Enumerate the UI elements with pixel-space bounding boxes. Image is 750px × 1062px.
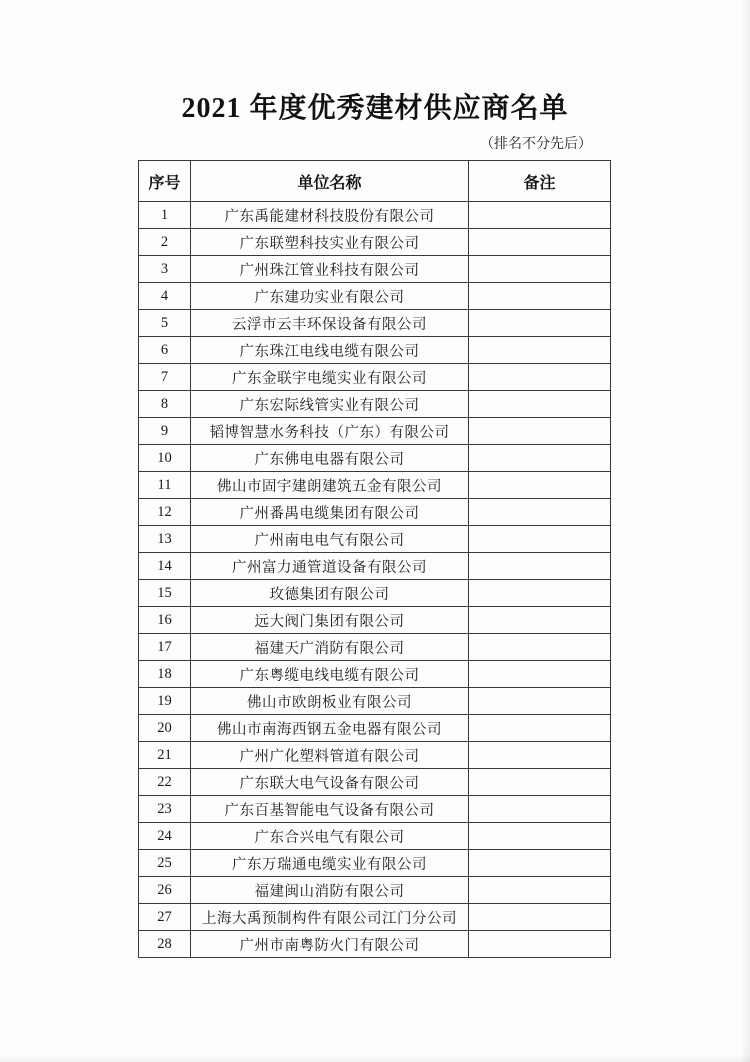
table-row [139, 364, 611, 391]
table-row [139, 580, 611, 607]
row-number-cell: 21 [139, 742, 191, 769]
company-name-cell: 广东禹能建材科技股份有限公司 [191, 202, 469, 229]
company-name-cell: 广东万瑞通电缆实业有限公司 [191, 850, 469, 877]
remark-cell [469, 796, 611, 823]
row-number-cell: 11 [139, 472, 191, 499]
company-name-cell: 广东联大电气设备有限公司 [191, 769, 469, 796]
remark-cell [469, 499, 611, 526]
remark-cell [469, 283, 611, 310]
table-row [139, 553, 611, 580]
row-number-cell: 9 [139, 418, 191, 445]
row-number-cell: 22 [139, 769, 191, 796]
header-remark: 备注 [469, 161, 611, 202]
remark-cell [469, 877, 611, 904]
remark-cell [469, 337, 611, 364]
row-number-cell: 27 [139, 904, 191, 931]
table-row [139, 769, 611, 796]
company-name-cell: 福建闽山消防有限公司 [191, 877, 469, 904]
remark-cell [469, 850, 611, 877]
row-number-cell: 24 [139, 823, 191, 850]
company-name-cell: 广州南电电气有限公司 [191, 526, 469, 553]
row-number-cell: 5 [139, 310, 191, 337]
table-row [139, 931, 611, 958]
row-number-cell: 18 [139, 661, 191, 688]
remark-cell [469, 391, 611, 418]
table-body [139, 202, 611, 958]
company-name-cell: 韬博智慧水务科技（广东）有限公司 [191, 418, 469, 445]
company-name-cell: 广州番禺电缆集团有限公司 [191, 499, 469, 526]
row-number-cell: 26 [139, 877, 191, 904]
row-number-cell: 2 [139, 229, 191, 256]
row-number-cell: 28 [139, 931, 191, 958]
row-number-cell: 8 [139, 391, 191, 418]
remark-cell [469, 688, 611, 715]
remark-cell [469, 553, 611, 580]
company-name-cell: 广州富力通管道设备有限公司 [191, 553, 469, 580]
remark-cell [469, 607, 611, 634]
remark-cell [469, 580, 611, 607]
remark-cell [469, 418, 611, 445]
company-name-cell: 广东佛电电器有限公司 [191, 445, 469, 472]
company-name-cell: 玫德集团有限公司 [191, 580, 469, 607]
company-name-cell: 佛山市固宇建朗建筑五金有限公司 [191, 472, 469, 499]
company-name-cell: 广东百基智能电气设备有限公司 [191, 796, 469, 823]
row-number-cell: 4 [139, 283, 191, 310]
remark-cell [469, 769, 611, 796]
table-row [139, 607, 611, 634]
remark-cell [469, 661, 611, 688]
row-number-cell: 13 [139, 526, 191, 553]
table-row [139, 877, 611, 904]
remark-cell [469, 472, 611, 499]
row-number-cell: 6 [139, 337, 191, 364]
row-number-cell: 17 [139, 634, 191, 661]
table-header-row [139, 161, 611, 202]
table-row [139, 499, 611, 526]
company-name-cell: 广东金联宇电缆实业有限公司 [191, 364, 469, 391]
company-name-cell: 云浮市云丰环保设备有限公司 [191, 310, 469, 337]
row-number-cell: 20 [139, 715, 191, 742]
company-name-cell: 福建天广消防有限公司 [191, 634, 469, 661]
remark-cell [469, 715, 611, 742]
remark-cell [469, 904, 611, 931]
table-row [139, 283, 611, 310]
company-name-cell: 远大阀门集团有限公司 [191, 607, 469, 634]
company-name-cell: 广东宏际线管实业有限公司 [191, 391, 469, 418]
company-name-cell: 广东联塑科技实业有限公司 [191, 229, 469, 256]
table-row [139, 472, 611, 499]
table-row [139, 715, 611, 742]
header-company-name: 单位名称 [191, 161, 469, 202]
remark-cell [469, 202, 611, 229]
row-number-cell: 10 [139, 445, 191, 472]
row-number-cell: 1 [139, 202, 191, 229]
table-row [139, 445, 611, 472]
row-number-cell: 7 [139, 364, 191, 391]
remark-cell [469, 310, 611, 337]
remark-cell [469, 445, 611, 472]
table-row [139, 634, 611, 661]
row-number-cell: 15 [139, 580, 191, 607]
remark-cell [469, 256, 611, 283]
remark-cell [469, 823, 611, 850]
remark-cell [469, 229, 611, 256]
company-name-cell: 广州市南粤防火门有限公司 [191, 931, 469, 958]
table-row [139, 202, 611, 229]
row-number-cell: 14 [139, 553, 191, 580]
header-serial-number: 序号 [139, 161, 191, 202]
table-row [139, 256, 611, 283]
table-row [139, 823, 611, 850]
row-number-cell: 19 [139, 688, 191, 715]
table-row [139, 229, 611, 256]
supplier-table [138, 160, 611, 958]
company-name-cell: 广东珠江电线电缆有限公司 [191, 337, 469, 364]
company-name-cell: 广东粤缆电线电缆有限公司 [191, 661, 469, 688]
company-name-cell: 广州珠江管业科技有限公司 [191, 256, 469, 283]
table-row [139, 661, 611, 688]
row-number-cell: 25 [139, 850, 191, 877]
company-name-cell: 广州广化塑料管道有限公司 [191, 742, 469, 769]
table-row [139, 337, 611, 364]
table-row [139, 688, 611, 715]
row-number-cell: 3 [139, 256, 191, 283]
ranking-note: （排名不分先后） [480, 137, 592, 152]
remark-cell [469, 931, 611, 958]
table-row [139, 391, 611, 418]
table-row [139, 742, 611, 769]
table-row [139, 418, 611, 445]
table-row [139, 850, 611, 877]
company-name-cell: 佛山市南海西钢五金电器有限公司 [191, 715, 469, 742]
remark-cell [469, 526, 611, 553]
page-title: 2021 年度优秀建材供应商名单 [181, 93, 569, 124]
row-number-cell: 12 [139, 499, 191, 526]
remark-cell [469, 634, 611, 661]
table-row [139, 526, 611, 553]
company-name-cell: 上海大禹预制构件有限公司江门分公司 [191, 904, 469, 931]
company-name-cell: 佛山市欧朗板业有限公司 [191, 688, 469, 715]
remark-cell [469, 364, 611, 391]
scan-edge-shadow-right [740, 0, 750, 1062]
company-name-cell: 广东建功实业有限公司 [191, 283, 469, 310]
remark-cell [469, 742, 611, 769]
table-row [139, 904, 611, 931]
table-row [139, 310, 611, 337]
row-number-cell: 16 [139, 607, 191, 634]
company-name-cell: 广东合兴电气有限公司 [191, 823, 469, 850]
table-row [139, 796, 611, 823]
row-number-cell: 23 [139, 796, 191, 823]
scan-edge-shadow-bottom [0, 1054, 750, 1062]
